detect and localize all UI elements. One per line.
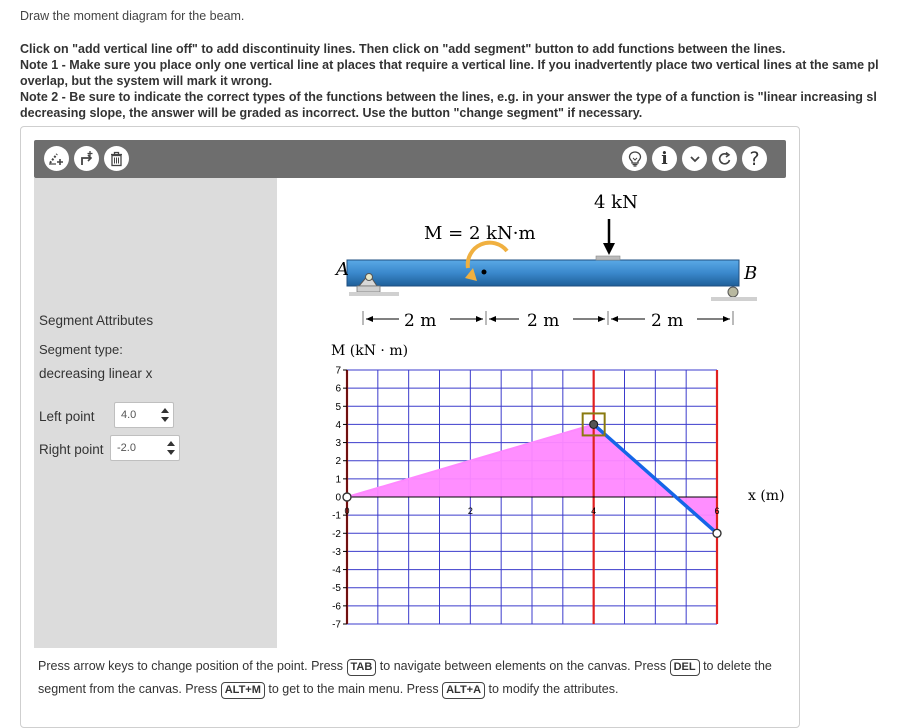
y-tick-label: -4 — [332, 565, 341, 577]
segment-attributes-panel — [34, 178, 277, 648]
x-axis-label: x (m) — [748, 488, 785, 504]
y-tick-label: -2 — [332, 528, 341, 540]
support-b-label: B — [744, 263, 758, 284]
instruction-line-1: Click on "add vertical line off" to add discontinuity lines. Then click on "add segment" button to add functions between the lines. — [20, 42, 786, 56]
drawing-canvas[interactable] — [277, 178, 785, 648]
y-tick-label: -7 — [332, 619, 341, 631]
alt-m-key: ALT+M — [221, 682, 265, 699]
hint-text-4: to get to the main menu. Press — [268, 682, 439, 696]
question-title: Draw the moment diagram for the beam. — [20, 9, 245, 23]
beam — [347, 260, 739, 286]
alt-a-key: ALT+A — [442, 682, 485, 699]
toolbar — [34, 140, 786, 178]
hint-text-3: to delete the segment from the canvas. Press — [38, 659, 772, 696]
segment-type-value[interactable]: decreasing linear x — [39, 366, 153, 381]
info-icon: i — [661, 148, 668, 169]
y-tick-label: -1 — [332, 510, 341, 522]
right-point-value: -2.0 — [117, 442, 136, 454]
hint-bulb-icon — [626, 150, 644, 168]
diagram-widget — [20, 126, 800, 728]
x-tick-label: 6 — [714, 506, 720, 516]
load-plate — [596, 256, 620, 260]
x-tick-label: 0 — [344, 506, 350, 516]
y-tick-label: 3 — [335, 438, 341, 450]
dimension-label-3: 2 m — [651, 311, 684, 331]
y-tick-label: -6 — [332, 601, 341, 613]
segment-attributes-heading: Segment Attributes — [39, 313, 154, 328]
reset-button[interactable] — [712, 146, 737, 171]
hint-text-2: to navigate between elements on the canvas. Press — [379, 659, 667, 673]
y-tick-label: -3 — [332, 546, 341, 558]
y-tick-label: 5 — [335, 401, 341, 413]
beam-figure — [334, 192, 757, 331]
left-point-label: Left point — [39, 409, 95, 424]
note-1-line-2: overlap, but the system will mark it wrong. — [20, 74, 273, 88]
y-tick-label: -5 — [332, 583, 341, 595]
add-segment-button[interactable] — [74, 146, 99, 171]
y-tick-label: 6 — [335, 383, 341, 395]
note-1-line-1: Note 1 - Make sure you place only one vertical line at places that require a vertical line. If you inadvertently place two vertical lines at the same pl — [20, 58, 879, 72]
note-2-line-2: decreasing slope, the answer will be graded as incorrect. Use the button "change segment" if necessary. — [20, 106, 643, 120]
segment-type-label: Segment type: — [39, 342, 123, 357]
del-key: DEL — [670, 659, 700, 676]
delete-button[interactable] — [104, 146, 129, 171]
note-2-line-1: Note 2 - Be sure to indicate the correct types of the functions between the lines, e.g. in your answer the type of a function is "linear increasing sl — [20, 90, 877, 104]
keyboard-hint — [38, 655, 778, 701]
x-tick-label: 2 — [467, 506, 473, 516]
add-vertical-line-button[interactable] — [44, 146, 69, 171]
roller-support-b — [711, 287, 757, 301]
help-button[interactable] — [742, 146, 767, 171]
left-point-input[interactable] — [114, 402, 174, 428]
add-segment-icon — [78, 150, 95, 167]
force-label: 4 kN — [594, 192, 638, 213]
dimension-label-1: 2 m — [404, 311, 437, 331]
right-point-label: Right point — [39, 442, 104, 457]
y-tick-label: 1 — [335, 474, 341, 486]
y-axis-label: M (kN · m) — [331, 343, 409, 359]
moment-label: M = 2 kN·m — [424, 223, 536, 244]
selected-joint-point[interactable] — [590, 420, 598, 428]
left-point-value: 4.0 — [121, 409, 137, 421]
force-arrowhead — [603, 243, 615, 255]
delete-icon — [109, 151, 124, 167]
help-icon: ? — [749, 147, 760, 170]
segment-start-point[interactable] — [343, 493, 351, 501]
diagram-svg[interactable] — [277, 178, 785, 648]
support-a-label: A — [336, 259, 349, 280]
segment-end-point[interactable] — [713, 529, 721, 537]
right-point-spinner-icon[interactable] — [167, 441, 175, 455]
add-vertical-line-icon — [48, 150, 65, 167]
tab-key: TAB — [347, 659, 377, 676]
hint-text-5: to modify the attributes. — [488, 682, 619, 696]
hint-text-1: Press arrow keys to change position of the point. Press — [38, 659, 344, 673]
reset-icon — [717, 151, 733, 167]
y-tick-label: 2 — [335, 456, 341, 468]
info-button[interactable] — [652, 146, 677, 171]
right-point-input[interactable] — [110, 435, 180, 461]
chart-axes — [343, 370, 720, 624]
left-point-spinner-icon[interactable] — [161, 408, 169, 422]
hint-button[interactable] — [622, 146, 647, 171]
tick-labels — [332, 366, 719, 631]
dropdown-chevron-icon — [688, 152, 702, 166]
y-tick-label: 7 — [335, 365, 341, 377]
moment-location-dot — [482, 270, 487, 275]
question-text — [20, 9, 912, 121]
x-tick-label: 4 — [591, 506, 597, 516]
y-tick-label: 4 — [335, 419, 341, 431]
dimension-label-2: 2 m — [527, 311, 560, 331]
y-tick-label: 0 — [335, 492, 341, 504]
dropdown-button[interactable] — [682, 146, 707, 171]
